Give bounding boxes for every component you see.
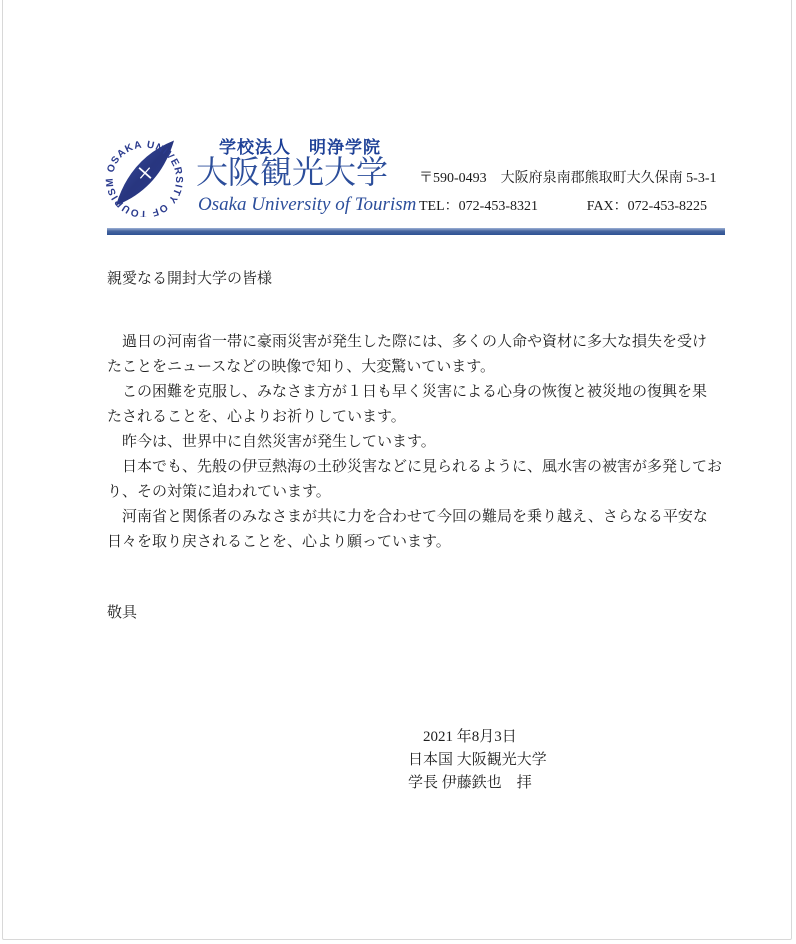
logo-ring-text: OSAKA UNIVERSITY OF TOURISM: [104, 139, 185, 217]
letter-body: [107, 330, 735, 555]
salutation: 親愛なる開封大学の皆様: [107, 271, 273, 287]
body-line: 日々を取り戻されることを、心より願っています。: [107, 534, 451, 550]
letterhead-divider: [107, 228, 725, 235]
body-line: たことをニュースなどの映像で知り、大変驚いています。: [107, 359, 496, 375]
corporation-name: 学校法人 明浄学院: [219, 138, 381, 157]
signature-organization: 日本国 大阪観光大学: [408, 752, 547, 768]
signature-date: 2021 年8月3日: [423, 729, 517, 745]
body-line: 昨今は、世界中に自然災害が発生しています。: [107, 434, 436, 450]
fax-number: FAX：072-453-8225: [586, 199, 707, 214]
university-name-en: Osaka University of Tourism: [198, 194, 417, 215]
contact-line: [419, 195, 707, 215]
signature-signer: 学長 伊藤鉄也 拝: [408, 775, 532, 791]
body-line: 過日の河南省一帯に豪雨災害が発生した際には、多くの人命や資材に多大な損失を受け: [107, 334, 708, 350]
body-line: り、その対策に追われています。: [107, 484, 331, 500]
university-logo-emblem: [101, 129, 189, 217]
university-name-ja: 大阪観光大学: [196, 154, 389, 190]
body-line: 日本でも、先般の伊豆熱海の土砂災害などに見られるように、風水害の被害が多発してお: [107, 459, 723, 475]
university-logo: [101, 129, 189, 217]
body-line: 河南省と関係者のみなさまが共に力を合わせて今回の難局を乗り越え、さらなる平安な: [107, 509, 708, 525]
body-line: たされることを、心よりお祈りしています。: [107, 409, 406, 425]
body-line: この困難を克服し、みなさま方が１日も早く災害による心身の恢復と被災地の復興を果: [107, 384, 708, 400]
tel-number: TEL：072-453-8321: [419, 199, 538, 214]
signature-block: [408, 726, 547, 795]
postal-address: 〒590-0493 大阪府泉南郡熊取町大久保南 5-3-1: [419, 171, 717, 186]
closing-keigu: 敬具: [107, 605, 138, 621]
